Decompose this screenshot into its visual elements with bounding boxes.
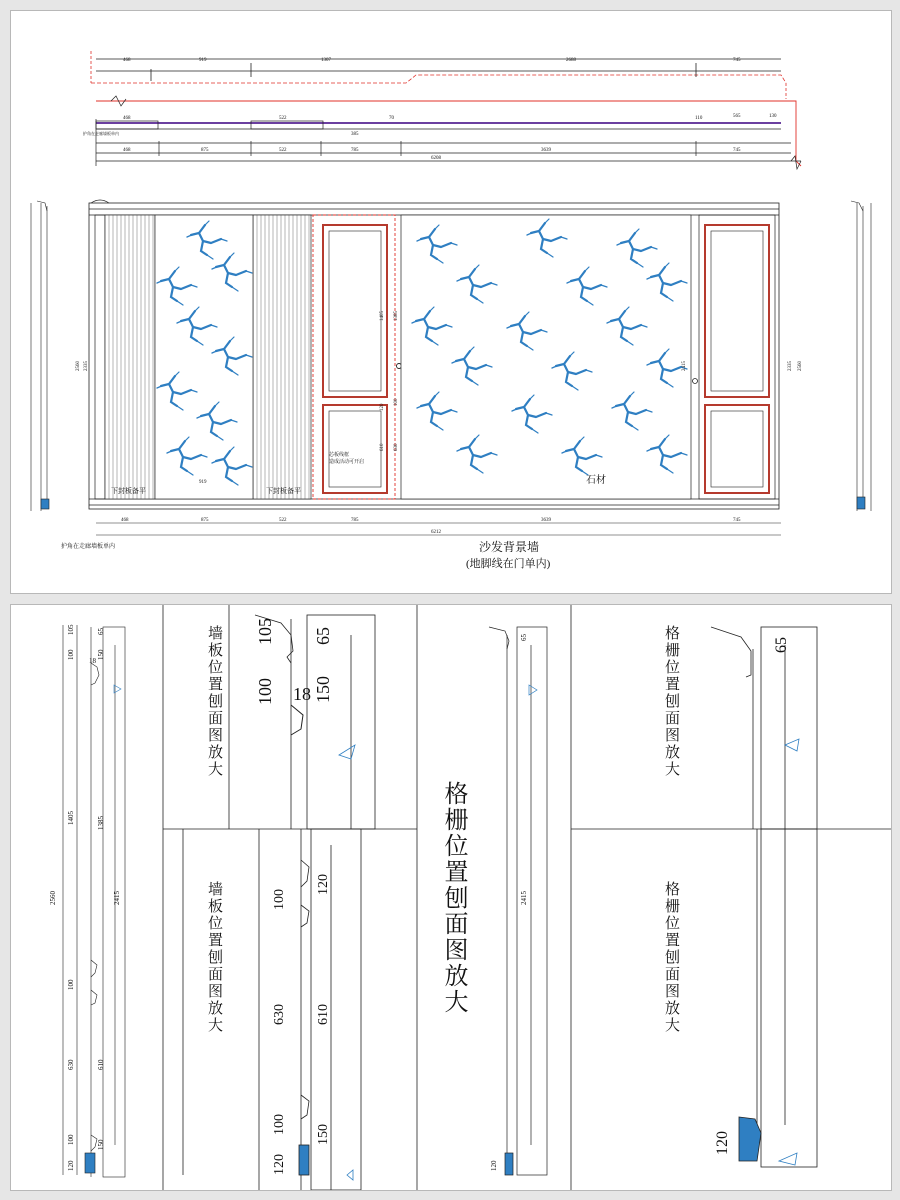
svg-text:130: 130 xyxy=(769,114,777,119)
svg-text:105: 105 xyxy=(67,624,75,635)
grille-enlarged-bottom xyxy=(739,829,817,1167)
svg-text:468: 468 xyxy=(123,116,131,121)
svg-text:2415: 2415 xyxy=(113,891,121,905)
svg-text:100: 100 xyxy=(67,649,75,660)
svg-text:100: 100 xyxy=(67,979,75,990)
svg-text:522: 522 xyxy=(279,148,287,153)
grille-enlarged-bottom-dims xyxy=(714,1131,731,1155)
svg-text:745: 745 xyxy=(733,518,741,523)
plan-section xyxy=(96,96,801,169)
svg-text:120: 120 xyxy=(316,874,331,895)
seal-label-left: 下封板备平 xyxy=(111,487,146,495)
svg-text:630: 630 xyxy=(394,443,399,451)
svg-text:110: 110 xyxy=(695,116,703,121)
svg-text:875: 875 xyxy=(201,148,209,153)
section-a-dims xyxy=(49,624,121,1171)
svg-text:100: 100 xyxy=(255,678,275,705)
svg-text:2560: 2560 xyxy=(798,361,803,371)
grille-section-label: 格栅位置刨面图放大 xyxy=(440,781,468,1015)
svg-text:919: 919 xyxy=(199,58,207,63)
svg-text:785: 785 xyxy=(351,148,359,153)
svg-text:2415: 2415 xyxy=(520,891,528,905)
side-section-right xyxy=(851,201,871,511)
grille-enlarged-label-top: 格栅位置刨面图放大 xyxy=(663,625,681,778)
svg-text:65: 65 xyxy=(313,627,333,645)
svg-text:745: 745 xyxy=(733,148,741,153)
svg-text:护角在走廊墙板单内: 护角在走廊墙板单内 xyxy=(83,131,119,136)
core-label-2: 造成活动可开启 xyxy=(329,460,365,465)
svg-text:150: 150 xyxy=(97,1139,105,1150)
svg-text:120: 120 xyxy=(380,403,385,411)
svg-text:1385: 1385 xyxy=(394,311,399,321)
svg-text:65: 65 xyxy=(97,628,105,635)
plan-mid-dimensions xyxy=(83,114,777,161)
svg-text:150: 150 xyxy=(313,676,333,703)
svg-text:468: 468 xyxy=(123,148,131,153)
section-sheet xyxy=(10,604,892,1191)
wall-panel-enlarged-label-a: 墙板位置刨面图放大 xyxy=(206,625,224,778)
svg-text:1405: 1405 xyxy=(67,811,75,825)
grille-section-dims xyxy=(490,634,528,1172)
svg-text:610: 610 xyxy=(380,443,385,451)
svg-text:120: 120 xyxy=(490,1160,498,1171)
enlarged-section-a-dims xyxy=(255,618,333,705)
svg-text:3639: 3639 xyxy=(541,148,551,153)
svg-text:468: 468 xyxy=(123,58,131,63)
svg-text:100: 100 xyxy=(394,398,399,406)
floor-plan xyxy=(91,51,786,99)
grille-enlarged-top-dims xyxy=(773,637,790,653)
svg-text:3639: 3639 xyxy=(541,518,551,523)
svg-text:2560: 2560 xyxy=(49,891,57,905)
core-label-1: 芯板线框 xyxy=(329,453,350,458)
svg-text:100: 100 xyxy=(67,1134,75,1145)
svg-text:65: 65 xyxy=(520,634,528,641)
marble-panel-main xyxy=(401,215,698,499)
elevation-sheet xyxy=(10,10,892,594)
grille-panel-left xyxy=(105,215,155,499)
svg-text:150: 150 xyxy=(97,649,105,660)
grille-section xyxy=(489,627,547,1175)
svg-text:565: 565 xyxy=(733,114,741,119)
svg-text:610: 610 xyxy=(316,1004,331,1025)
svg-text:1307: 1307 xyxy=(321,58,331,63)
elevation-bottom-dimensions xyxy=(61,518,781,570)
svg-text:2335: 2335 xyxy=(788,361,793,371)
svg-text:70: 70 xyxy=(389,116,394,121)
svg-text:2335: 2335 xyxy=(84,361,89,371)
seal-label-mid: 下封板备平 xyxy=(266,487,301,495)
svg-text:65: 65 xyxy=(773,637,790,653)
corner-note: 护角在走廊墙板单内 xyxy=(61,544,116,550)
svg-text:18: 18 xyxy=(293,684,311,704)
right-panel xyxy=(699,215,775,499)
elevation-title: 沙发背景墙 xyxy=(479,540,540,554)
svg-text:522: 522 xyxy=(279,518,287,523)
svg-text:919: 919 xyxy=(199,480,207,485)
svg-text:6208: 6208 xyxy=(431,156,441,161)
svg-text:2688: 2688 xyxy=(566,58,576,63)
svg-text:2560: 2560 xyxy=(76,361,81,371)
svg-text:385: 385 xyxy=(351,132,359,137)
elevation-drawing xyxy=(11,11,891,593)
grille-enlarged-label-bottom: 格栅位置刨面图放大 xyxy=(663,881,681,1034)
enlarged-section-b-dims xyxy=(272,874,331,1175)
elevation-subtitle: (地脚线在门单内) xyxy=(466,558,551,570)
svg-text:745: 745 xyxy=(733,58,741,63)
grille-enlarged-top xyxy=(711,627,817,829)
svg-text:875: 875 xyxy=(201,518,209,523)
svg-text:6212: 6212 xyxy=(431,530,441,535)
svg-text:100: 100 xyxy=(272,889,287,910)
stone-label: 石材 xyxy=(586,475,606,486)
svg-text:2415: 2415 xyxy=(682,361,687,371)
svg-text:120: 120 xyxy=(272,1154,287,1175)
svg-text:150: 150 xyxy=(316,1124,331,1145)
svg-text:120: 120 xyxy=(67,1160,75,1171)
side-section-left xyxy=(31,201,49,511)
svg-text:630: 630 xyxy=(272,1004,287,1025)
svg-text:120: 120 xyxy=(714,1131,731,1155)
svg-text:522: 522 xyxy=(279,116,287,121)
grille-panel-mid xyxy=(253,215,311,499)
svg-text:1405: 1405 xyxy=(380,311,385,321)
svg-text:100: 100 xyxy=(272,1114,287,1135)
svg-text:610: 610 xyxy=(97,1059,105,1070)
door-panel xyxy=(313,215,402,499)
svg-text:18: 18 xyxy=(89,657,96,665)
enlarged-section-a xyxy=(229,605,375,829)
svg-text:105: 105 xyxy=(255,618,275,645)
svg-text:1385: 1385 xyxy=(97,816,105,830)
svg-text:630: 630 xyxy=(67,1059,75,1070)
svg-text:468: 468 xyxy=(121,518,129,523)
svg-text:785: 785 xyxy=(351,518,359,523)
marble-panel-left xyxy=(155,215,253,499)
wall-panel-enlarged-label-b: 墙板位置刨面图放大 xyxy=(206,881,224,1034)
